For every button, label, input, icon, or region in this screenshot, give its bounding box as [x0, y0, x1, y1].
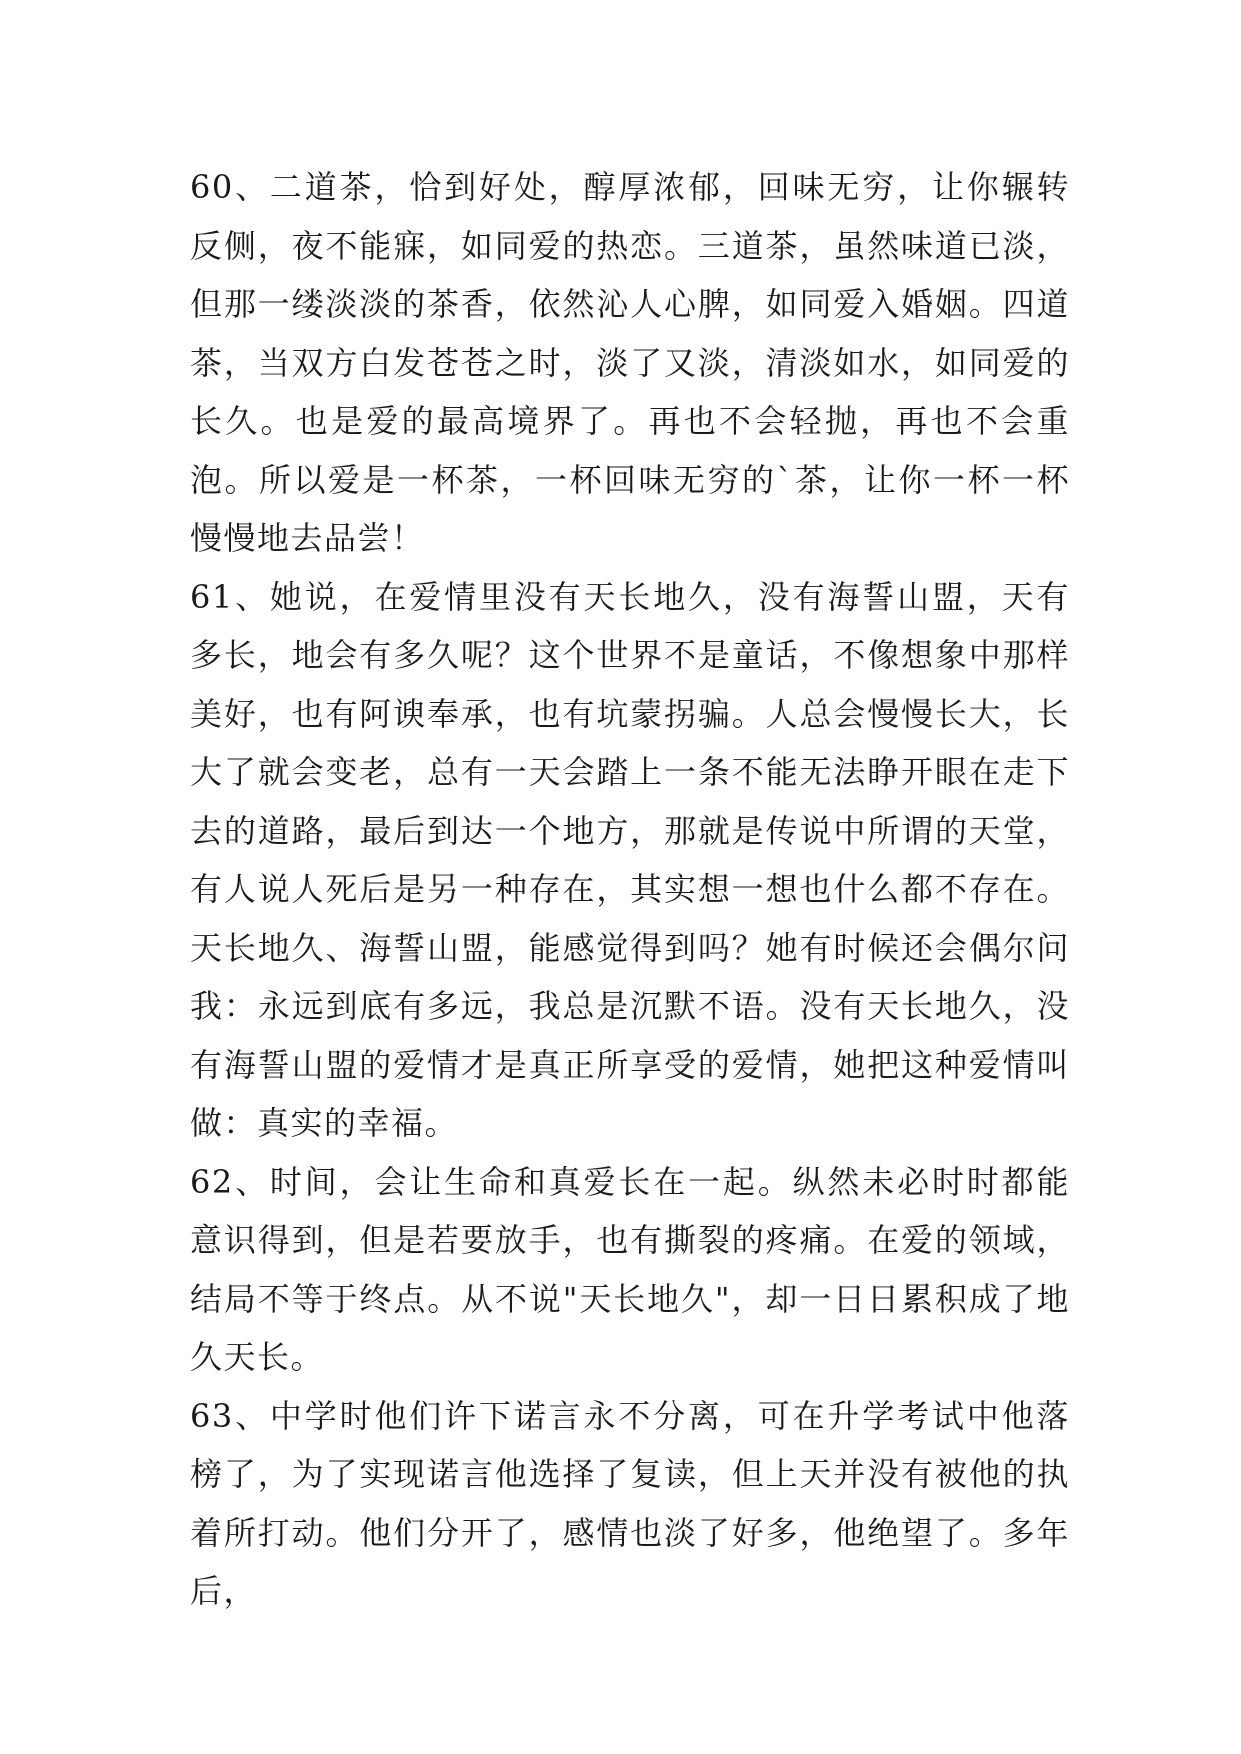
- paragraph-62: 62、时间，会让生命和真爱长在一起。纵然未必时时都能意识得到，但是若要放手，也有撕裂的疼痛。在爱的领域，结局不等于终点。从不说"天长地久"，却一日日累积成了地久天长。: [190, 1162, 1070, 1376]
- document-body: [190, 158, 1070, 1621]
- paragraph-63: 63、中学时他们许下诺言永不分离，可在升学考试中他落榜了，为了实现诺言他选择了复读，但上天并没有被他的执着所打动。他们分开了，感情也淡了好多，他绝望了。多年后，: [190, 1396, 1070, 1610]
- paragraph-60: 60、二道茶，恰到好处，醇厚浓郁，回味无穷，让你辗转反侧，夜不能寐，如同爱的热恋。三道茶，虽然味道已淡，但那一缕淡淡的茶香，依然沁人心脾，如同爱入婚姻。四道茶，当双方白发苍苍之时，淡了又淡，清淡如水，如同爱的长久。也是爱的最高境界了。再也不会轻抛，再也不会重泡。所以爱是一杯茶，一杯回味无穷的`茶，让你一杯一杯慢慢地去品尝！: [190, 168, 1070, 557]
- paragraph-61: 61、她说，在爱情里没有天长地久，没有海誓山盟，天有多长，地会有多久呢？这个世界不是童话，不像想象中那样美好，也有阿谀奉承，也有坑蒙拐骗。人总会慢慢长大，长大了就会变老，总有一天会踏上一条不能无法睁开眼在走下去的道路，最后到达一个地方，那就是传说中所谓的天堂，有人说人死后是另一种存在，其实想一想也什么都不存在。天长地久、海誓山盟，能感觉得到吗？她有时候还会偶尔问我：永远到底有多远，我总是沉默不语。没有天长地久，没有海誓山盟的爱情才是真正所享受的爱情，她把这种爱情叫做：真实的幸福。: [190, 577, 1070, 1142]
